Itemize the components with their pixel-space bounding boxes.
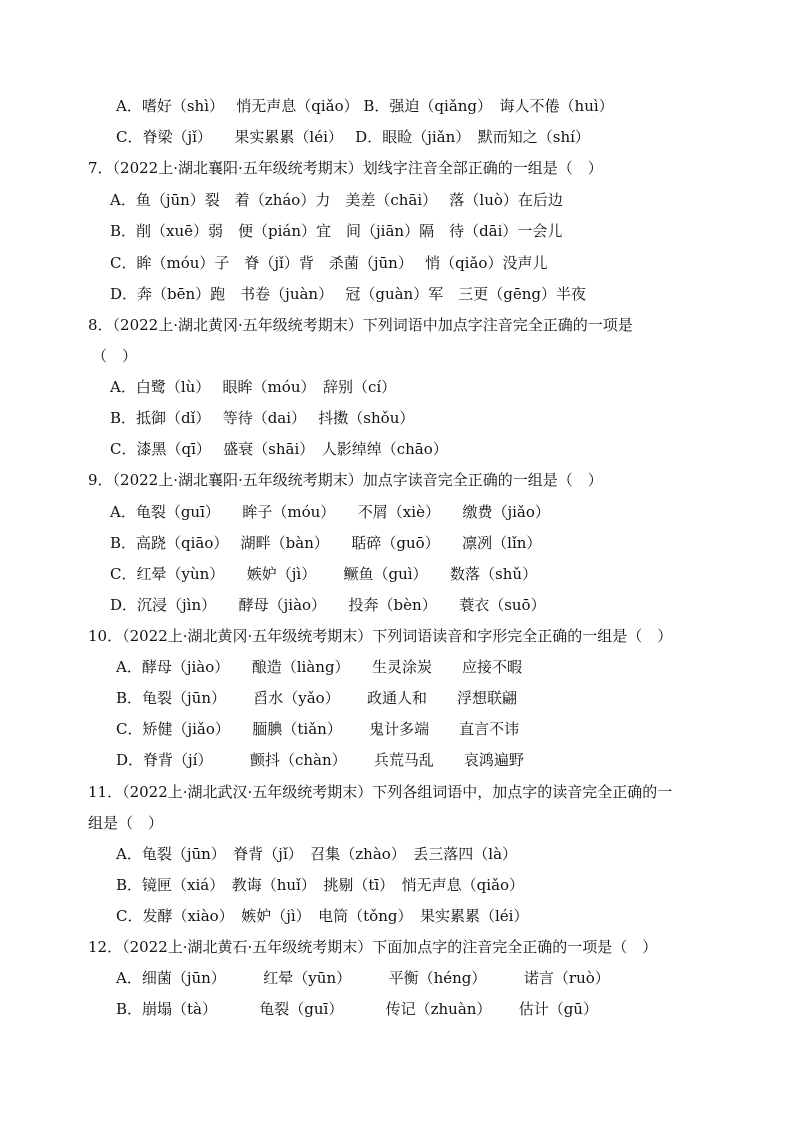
q8-option-b: B．抵御（dǐ） 等待（dai） 抖擞（shǒu） [110, 409, 415, 427]
q12-option-a: A．细菌（jūn） 红晕（yūn） 平衡（héng） 诺言（ruò） [116, 969, 610, 987]
q9-option-a: A．龟裂（guī） 眸子（móu） 不屑（xiè） 缴费（jiǎo） [110, 503, 550, 521]
q10-option-b: B．龟裂（jūn） 舀水（yǎo） 政通人和 浮想联翩 [116, 689, 517, 707]
q10-option-a: A．酵母（jiào） 酿造（liàng） 生灵涂炭 应接不暇 [116, 658, 523, 676]
q10-option-d: D．脊背（jí） 颤抖（chàn） 兵荒马乱 哀鸿遍野 [116, 751, 524, 769]
question-11-cont: 组是（ ） [88, 814, 164, 832]
q7-option-c: C．眸（móu）子 脊（jǐ）背 杀菌（jūn） 悄（qiǎo）没声儿 [110, 254, 548, 272]
q9-option-d: D．沉浸（jìn） 酵母（jiào） 投奔（bèn） 蓑衣（suō） [110, 596, 546, 614]
q7-option-a: A．鱼（jūn）裂 着（zháo）力 美差（chāi） 落（luò）在后边 [110, 191, 563, 209]
q11-option-a: A．龟裂（jūn） 脊背（jǐ） 召集（zhào） 丢三落四（là） [116, 845, 518, 863]
q9-option-b: B．高跷（qiāo） 湖畔（bàn） 聒碎（guō） 凛冽（lǐn） [110, 534, 542, 552]
q12-option-b: B．崩塌（tà） 龟裂（guī） 传记（zhuàn） 估计（gū） [116, 1000, 598, 1018]
question-7: 7．（2022上·湖北襄阳·五年级统考期末）划线字注音全部正确的一组是（ ） [88, 159, 603, 177]
question-10: 10．（2022上·湖北黄冈·五年级统考期末）下列词语读音和字形完全正确的一组是（ ） [88, 627, 673, 645]
question-12: 12．（2022上·湖北黄石·五年级统考期末）下面加点字的注音完全正确的一项是（ ） [88, 938, 658, 956]
q8-option-a: A．白鹭（lù） 眼眸（móu） 辞别（cí） [110, 378, 397, 396]
question-8: 8．（2022上·湖北黄冈·五年级统考期末）下列词语中加点字注音完全正确的一项是 [88, 316, 633, 334]
q7-option-b: B．削（xuē）弱 便（pián）宜 间（jiān）隔 待（dāi）一会儿 [110, 222, 563, 240]
q11-option-c: C．发酵（xiào） 嫉妒（jì） 电筒（tǒng） 果实累累（léi） [116, 907, 529, 925]
q9-option-c: C．红晕（yùn） 嫉妒（jì） 鳜鱼（guì） 数落（shǔ） [110, 565, 538, 583]
q10-option-c: C．矫健（jiǎo） 腼腆（tiǎn） 鬼计多端 直言不讳 [116, 720, 520, 738]
q6-options-ab: A．嗜好（shì） 悄无声息（qiǎo） B．强迫（qiǎng） 诲人不倦（huì） [116, 97, 614, 115]
q7-option-d: D．奔（bēn）跑 书卷（juàn） 冠（guàn）军 三更（gēng）半夜 [110, 285, 586, 303]
question-11: 11．（2022上·湖北武汉·五年级统考期末）下列各组词语中，加点字的读音完全正确的一 [88, 783, 673, 801]
question-9: 9．（2022上·湖北襄阳·五年级统考期末）加点字读音完全正确的一组是（ ） [88, 471, 603, 489]
q6-options-cd: C．脊梁（jǐ） 果实累累（léi） D．眼睑（jiǎn） 默而知之（shí） [116, 128, 590, 146]
q11-option-b: B．镜匣（xiá） 教诲（huǐ） 挑剔（tī） 悄无声息（qiǎo） [116, 876, 525, 894]
q8-option-c: C．漆黑（qī） 盛衰（shāi） 人影绰绰（chāo） [110, 440, 448, 458]
question-8-cont: （ ） [92, 347, 138, 365]
